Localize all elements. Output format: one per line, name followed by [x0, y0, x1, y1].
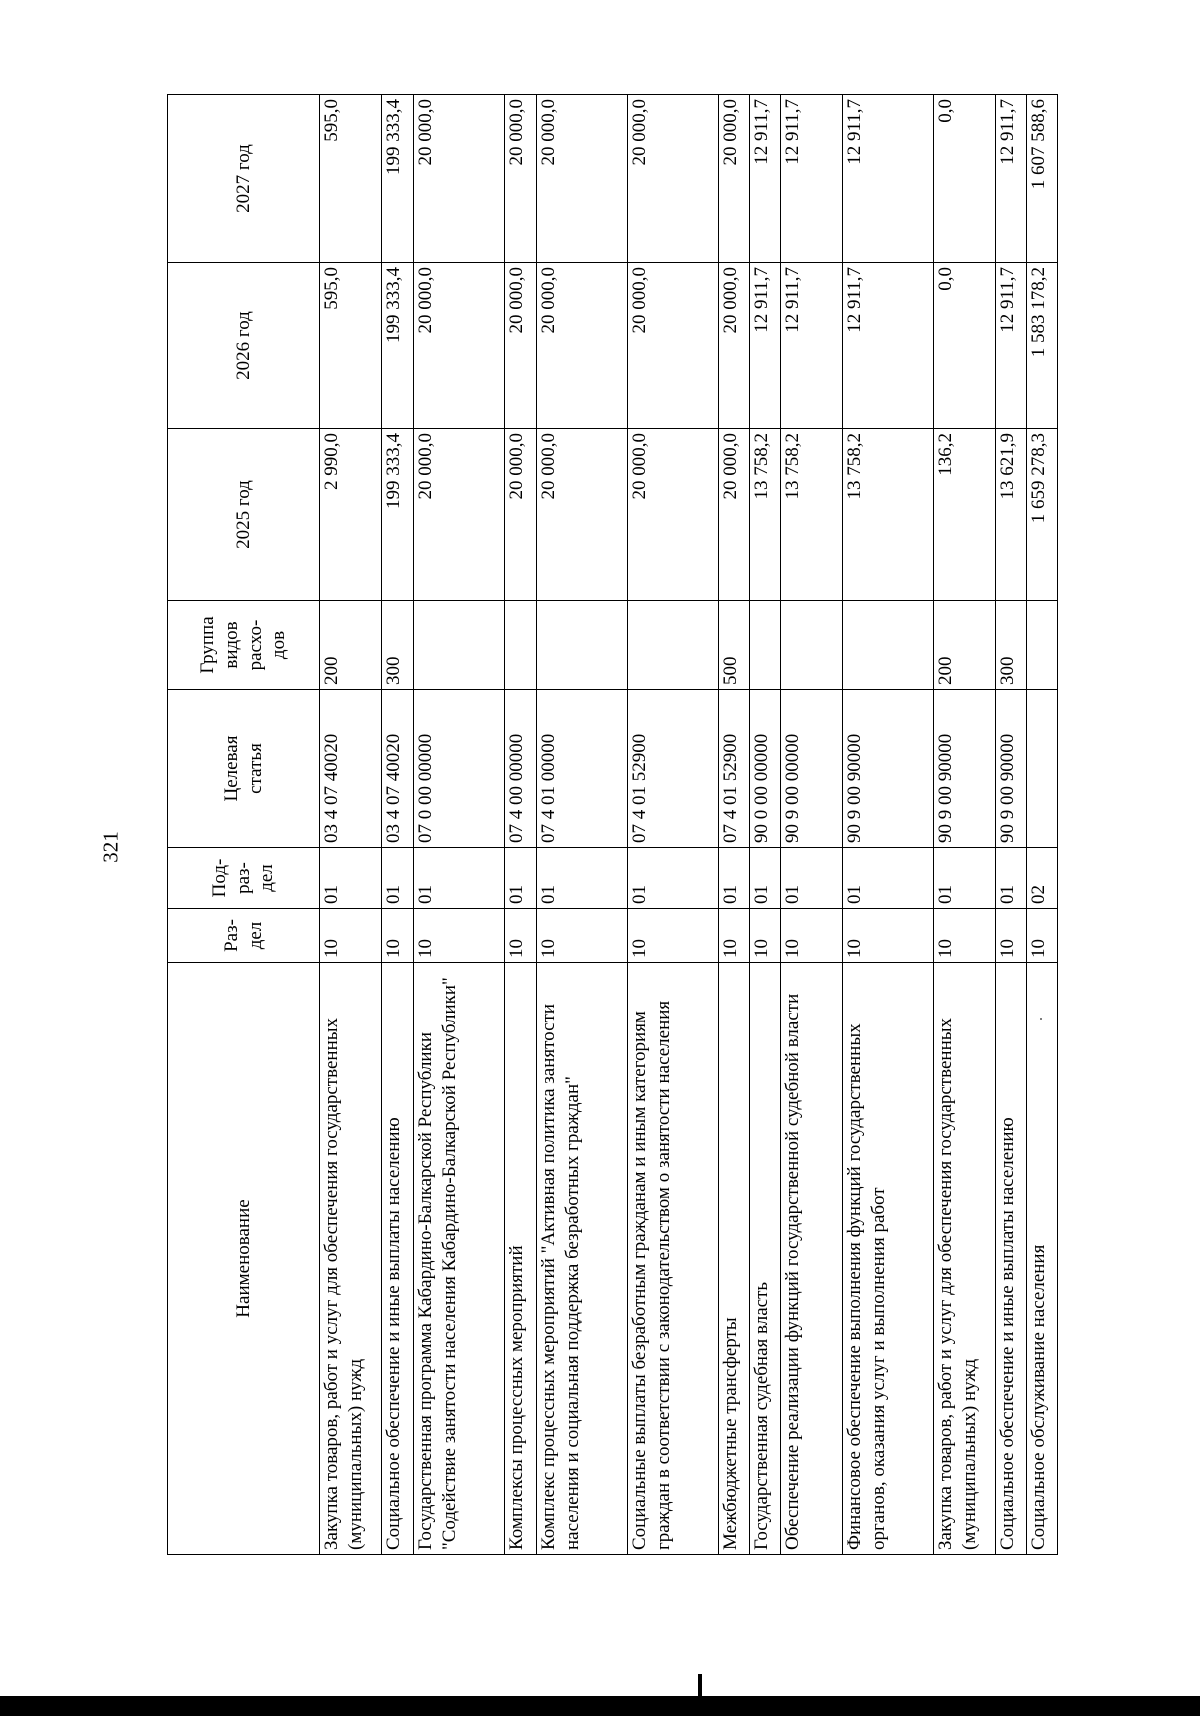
cell-razdel: 10 [781, 909, 843, 963]
cell-podrazdel: 01 [843, 848, 934, 909]
cell-razdel: 10 [934, 909, 996, 963]
cell-name: Комплексы процессных мероприятий [505, 963, 537, 1555]
header-razdel: Раз- дел [168, 909, 320, 963]
header-podrazdel: Под- раз- дел [168, 848, 320, 909]
cell-podrazdel: 01 [628, 848, 719, 909]
cell-2026: 199 333,4 [382, 263, 414, 429]
cell-celevaya: 07 4 01 52900 [719, 690, 750, 848]
cell-2027: 12 911,7 [996, 95, 1027, 263]
cell-2026: 20 000,0 [719, 263, 750, 429]
cell-razdel: 10 [719, 909, 750, 963]
cell-2027: 20 000,0 [537, 95, 628, 263]
cell-2025: 20 000,0 [719, 429, 750, 601]
table-row [934, 95, 996, 1555]
cell-gruppa: 300 [996, 601, 1027, 690]
cell-podrazdel: 01 [996, 848, 1027, 909]
page-number: 321 [98, 831, 123, 863]
cell-gruppa: 500 [719, 601, 750, 690]
cell-2026: 12 911,7 [996, 263, 1027, 429]
table-row [1027, 95, 1058, 1555]
cell-2027: 12 911,7 [843, 95, 934, 263]
header-name: Наименование [168, 963, 320, 1555]
scan-bottom-edge [0, 1696, 1200, 1716]
cell-2027: 595,0 [320, 95, 382, 263]
cell-razdel: 10 [505, 909, 537, 963]
table-row [750, 95, 781, 1555]
cell-2026: 595,0 [320, 263, 382, 429]
cell-2027: 20 000,0 [505, 95, 537, 263]
cell-razdel: 10 [414, 909, 505, 963]
cell-celevaya: 07 0 00 00000 [414, 690, 505, 848]
cell-celevaya: 07 4 01 00000 [537, 690, 628, 848]
cell-name: Социальное обеспечение и иные выплаты населению [996, 963, 1027, 1555]
table-row [414, 95, 505, 1555]
cell-2027: 12 911,7 [750, 95, 781, 263]
cell-2025: 20 000,0 [505, 429, 537, 601]
cell-2027: 20 000,0 [628, 95, 719, 263]
cell-2026: 20 000,0 [537, 263, 628, 429]
cell-podrazdel: 01 [505, 848, 537, 909]
cell-celevaya: 07 4 00 00000 [505, 690, 537, 848]
cell-2027: 12 911,7 [781, 95, 843, 263]
cell-razdel: 10 [843, 909, 934, 963]
cell-2026: 12 911,7 [843, 263, 934, 429]
table-row [719, 95, 750, 1555]
cell-2027: 20 000,0 [414, 95, 505, 263]
cell-2025: 13 758,2 [750, 429, 781, 601]
cell-name: Государственная судебная власть [750, 963, 781, 1555]
table-row [628, 95, 719, 1555]
cell-gruppa [505, 601, 537, 690]
cell-2026: 20 000,0 [505, 263, 537, 429]
table-header-row [168, 95, 320, 1555]
cell-podrazdel: 01 [781, 848, 843, 909]
cell-name: Социальное обеспечение и иные выплаты населению [382, 963, 414, 1555]
cell-2026: 12 911,7 [750, 263, 781, 429]
cell-razdel: 10 [382, 909, 414, 963]
cell-2026: 1 583 178,2 [1027, 263, 1058, 429]
cell-2025: 136,2 [934, 429, 996, 601]
cell-podrazdel: 01 [934, 848, 996, 909]
cell-2025: 13 758,2 [843, 429, 934, 601]
cell-razdel: 10 [1027, 909, 1058, 963]
header-2025: 2025 год [168, 429, 320, 601]
scan-speck [1040, 1018, 1042, 1020]
cell-gruppa [628, 601, 719, 690]
cell-2027: 20 000,0 [719, 95, 750, 263]
cell-name: Комплекс процессных мероприятий "Активная политика занятости населения и социальная поддержка безработных граждан" [537, 963, 628, 1555]
cell-2025: 20 000,0 [537, 429, 628, 601]
cell-razdel: 10 [750, 909, 781, 963]
cell-podrazdel: 01 [750, 848, 781, 909]
cell-2027: 0,0 [934, 95, 996, 263]
cell-gruppa: 300 [382, 601, 414, 690]
cell-celevaya: 90 9 00 90000 [934, 690, 996, 848]
header-2026: 2026 год [168, 263, 320, 429]
cell-2025: 1 659 278,3 [1027, 429, 1058, 601]
cell-name: Закупка товаров, работ и услуг для обеспечения государственных (муниципальных) нужд [320, 963, 382, 1555]
cell-razdel: 10 [996, 909, 1027, 963]
cell-name: Социальные выплаты безработным гражданам и иным категориям граждан в соответствии с законодательством о занятости населения [628, 963, 719, 1555]
cell-gruppa [750, 601, 781, 690]
table-row [505, 95, 537, 1555]
cell-2025: 13 758,2 [781, 429, 843, 601]
budget-table [167, 94, 1058, 1555]
cell-name: Государственная программа Кабардино-Балкарской Республики "Содействие занятости населения Кабардино-Балкарской Республики" [414, 963, 505, 1555]
cell-gruppa: 200 [320, 601, 382, 690]
cell-name: Обеспечение реализации функций государственной судебной власти [781, 963, 843, 1555]
cell-name: Закупка товаров, работ и услуг для обеспечения государственных (муниципальных) нужд [934, 963, 996, 1555]
cell-razdel: 10 [628, 909, 719, 963]
cell-celevaya: 90 9 00 90000 [996, 690, 1027, 848]
cell-podrazdel: 01 [537, 848, 628, 909]
cell-razdel: 10 [320, 909, 382, 963]
cell-2026: 0,0 [934, 263, 996, 429]
cell-podrazdel: 01 [382, 848, 414, 909]
header-celevaya-statya: Целевая статья [168, 690, 320, 848]
table-row [996, 95, 1027, 1555]
cell-2025: 199 333,4 [382, 429, 414, 601]
header-2027: 2027 год [168, 95, 320, 263]
cell-2026: 20 000,0 [628, 263, 719, 429]
cell-celevaya: 90 9 00 00000 [781, 690, 843, 848]
cell-2027: 1 607 588,6 [1027, 95, 1058, 263]
cell-name: Социальное обслуживание населения [1027, 963, 1058, 1555]
cell-razdel: 10 [537, 909, 628, 963]
cell-2025: 13 621,9 [996, 429, 1027, 601]
cell-2027: 199 333,4 [382, 95, 414, 263]
cell-podrazdel: 01 [414, 848, 505, 909]
cell-celevaya: 07 4 01 52900 [628, 690, 719, 848]
cell-podrazdel: 01 [719, 848, 750, 909]
cell-gruppa [414, 601, 505, 690]
cell-2026: 20 000,0 [414, 263, 505, 429]
cell-2026: 12 911,7 [781, 263, 843, 429]
cell-podrazdel: 02 [1027, 848, 1058, 909]
table-row [320, 95, 382, 1555]
cell-name: Финансовое обеспечение выполнения функций государственных органов, оказания услуг и выполнения работ [843, 963, 934, 1555]
cell-2025: 20 000,0 [414, 429, 505, 601]
cell-gruppa: 200 [934, 601, 996, 690]
cell-gruppa [781, 601, 843, 690]
table-row [781, 95, 843, 1555]
cell-celevaya: 03 4 07 40020 [382, 690, 414, 848]
header-gruppa-vidov-rashodov: Группа видов расхо- дов [168, 601, 320, 690]
cell-podrazdel: 01 [320, 848, 382, 909]
table-row [843, 95, 934, 1555]
cell-gruppa [843, 601, 934, 690]
cell-gruppa [1027, 601, 1058, 690]
cell-celevaya: 90 0 00 00000 [750, 690, 781, 848]
cell-name: Межбюджетные трансферты [719, 963, 750, 1555]
table-row [537, 95, 628, 1555]
cell-gruppa [537, 601, 628, 690]
cell-2025: 2 990,0 [320, 429, 382, 601]
cell-2025: 20 000,0 [628, 429, 719, 601]
table-row [382, 95, 414, 1555]
budget-table-rotated [167, 95, 1049, 1555]
cell-celevaya [1027, 690, 1058, 848]
cell-celevaya: 03 4 07 40020 [320, 690, 382, 848]
cell-celevaya: 90 9 00 90000 [843, 690, 934, 848]
